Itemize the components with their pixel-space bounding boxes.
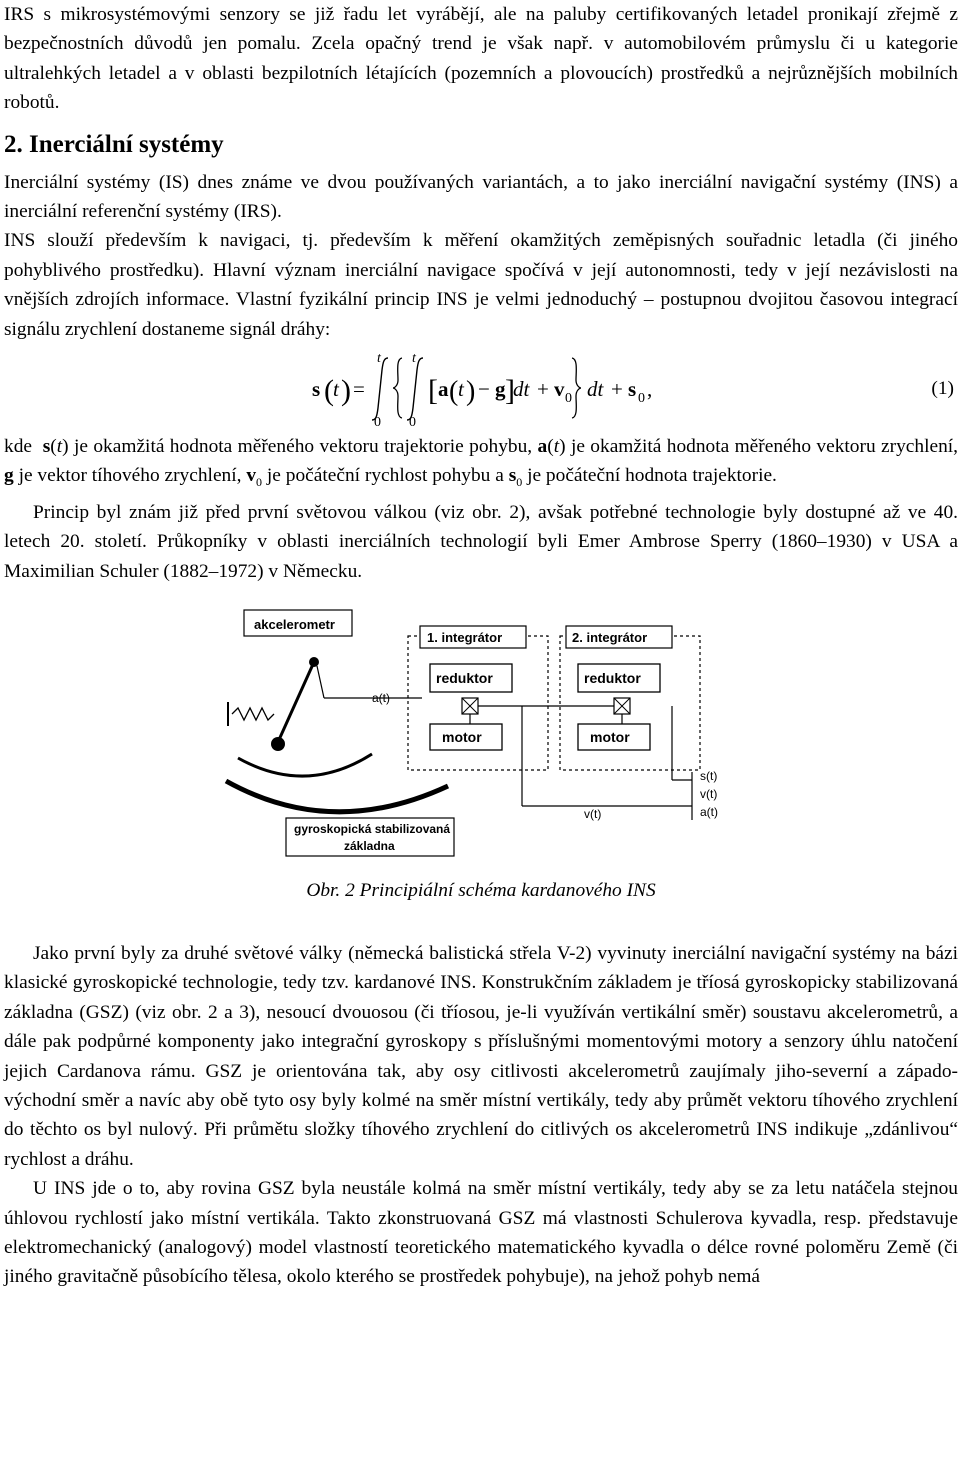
ins-schematic	[222, 606, 742, 868]
where-s0-sub: 0	[516, 475, 523, 490]
paragraph-history: Princip byl znám již před první světovou válkou (viz obr. 2), avšak potřebné technologie byly dostupné až ve 40. letech 20. století. Průkopníky v oblasti inerciálních technologií byli Emer Ambrose Sperry (1860–1930) v USA a Maximilian Schuler (1882–1972) v Německu.	[4, 501, 958, 582]
where-v: v	[246, 465, 257, 487]
eq-integral-inner	[407, 358, 423, 420]
eq-a-paren-close: )	[466, 376, 476, 408]
where-s: s	[42, 436, 51, 458]
gyro-platform	[226, 781, 448, 812]
eq-paren-open: (	[324, 374, 334, 408]
eq-dt-outer: dt	[587, 377, 604, 402]
where-s-t: t	[56, 436, 63, 458]
pendulum-spring	[232, 708, 274, 720]
output-v-label: v(t)	[700, 786, 718, 801]
where-text3: je vektor tíhového zrychlení,	[18, 465, 242, 487]
where-a: a	[537, 436, 548, 458]
paragraph-schuler: U INS jde o to, aby rovina GSZ byla neustále kolmá na směr místní vertikály, tedy aby se za letu natáčela stejnou úhlovou rychlostí jako místní vertikála. Takto zkonstruovaná GSZ má vlastnosti Schulerova kyvadla, resp. představuje elektromechanický (analogový) model vlastností teoretického matematického kyvadla o délce rovné poloměru Země (či jiného gravitačně působícího tělesa, okolo kterého se prostředek pohybuje), na jehož pohyb nemá	[4, 1178, 958, 1288]
eq-g: g	[495, 377, 506, 402]
eq-a: a	[438, 377, 449, 402]
motor1-label: motor	[442, 728, 482, 745]
pendulum-rod	[278, 662, 314, 742]
eq-t: t	[333, 377, 339, 402]
where-text4: je počáteční rychlost pohybu a	[266, 465, 504, 487]
eq-s0-subscript: 0	[638, 391, 645, 407]
eq-int2-upper: t	[412, 351, 416, 367]
eq-brace-open	[393, 358, 402, 418]
gyro-label-line2: základna	[344, 838, 395, 853]
section-title: Inerciální systémy	[29, 130, 224, 158]
eq-s: s	[312, 377, 321, 402]
eq-dt-inner: dt	[513, 377, 530, 402]
equation-number: (1)	[931, 378, 954, 400]
eq-equals: =	[353, 377, 365, 402]
eq-int1-upper: t	[377, 351, 381, 367]
eq-bracket-close: ]	[505, 374, 515, 408]
paragraph-is-variants: Inerciální systémy (IS) dnes známe ve dvou používaných variantách, a to jako inerciální navigační systémy (INS) a inerciální referenční systémy (IRS).	[4, 171, 958, 223]
section-heading	[4, 130, 958, 160]
equation-formula	[304, 350, 704, 428]
where-s0: s	[508, 465, 517, 487]
eq-a-t: t	[458, 377, 464, 402]
paragraph-gimbaled-ins: Jako první byly za druhé světové války (německá balistická střela V-2) vyvinuty inerciální navigační systémy na bázi klasické gyroskopické technologie, tedy tzv. kardanové INS. Konstrukčním základem je tříosá gyroskopicky stabilizovaná základna (GSZ) (viz obr. 2 a 3), nesoucí dvouosou (či tříosou, je-li využíván vertikální směr) soustavu akcelerometrů, a dále pak podpůrné komponenty jako integrační gyroskopy s příslušnými momentovými motory a senzory úhlu natočení jejich Cardanova rámu. GSZ je orientována tak, aby osy citlivosti akcelerometrů zaujímaly jiho-severní a západo-východní směr a navíc aby obě tyto osy byly kolmé na směr místní vertikály, tedy aby průmět vektoru tíhového zrychlení do těchto os byl nulový. Při průmětu složky tíhového zrychlení do citlivých os akcelerometrů INS indikuje „zdánlivou“ rychlost a dráhu.	[4, 942, 958, 1170]
pickoff-line	[317, 666, 324, 698]
eq-v: v	[554, 377, 565, 402]
figure-2	[4, 606, 958, 876]
eq-plus-2: +	[611, 377, 623, 402]
eq-s0: s	[628, 377, 637, 402]
paragraph-where: kde s(t) je okamžitá hodnota měřeného vektoru trajektorie pohybu, a(t) je okamžitá hodnota měřeného vektoru zrychlení, g je vektor tíhového zrychlení, $v_0$ je počáteční rychlost pohybu a $s_0$ je počáteční hodnota trajektorie.	[4, 436, 958, 490]
pendulum-scale	[238, 754, 372, 776]
eq-integral-outer	[372, 358, 388, 420]
output-s-label: s(t)	[700, 768, 718, 783]
eq-brace-close	[572, 358, 581, 418]
where-text1: je okamžitá hodnota měřeného vektoru trajektorie pohybu,	[74, 436, 533, 458]
where-g: g	[4, 465, 14, 487]
signal-v-label: v(t)	[584, 806, 602, 821]
eq-paren-close: )	[341, 374, 351, 408]
reductor1-label: reduktor	[436, 669, 493, 686]
eq-bracket-open: [	[428, 374, 438, 408]
eq-v-subscript: 0	[565, 391, 572, 407]
integrator2-label: 2. integrátor	[572, 629, 648, 645]
eq-int2-lower: 0	[409, 415, 416, 429]
output-a-label: a(t)	[700, 804, 718, 819]
where-text2: je okamžitá hodnota měřeného vektoru zrychlení,	[570, 436, 958, 458]
pendulum-mass	[271, 737, 285, 751]
paragraph-intro: IRS s mikrosystémovými senzory se již řadu let vyrábějí, ale na paluby certifikovaných letadel pronikají zřejmě z bezpečnostních důvodů jen pomalu. Zcela opačný trend je však např. v automobilovém průmyslu či u kategorie ultralehkých letadel a v oblasti bezpilotních létajících (pozemních a plovoucích) prostředků a nejrůznějších mobilních robotů.	[4, 4, 958, 114]
paragraph-ins-principle: INS slouží především k navigaci, tj. především k měření okamžitých zeměpisných souřadnic letadla (či jiného pohyblivého prostředku). Hlavní význam inerciální navigace spočívá v její autonomnosti, tedy v její nezávislosti na vnějších zdrojích informace. Vlastní fyzikální princip INS je velmi jednoduchý – postupnou dvojitou časovou integrací signálu zrychlení dostaneme signál dráhy:	[4, 230, 958, 340]
gyro-label-line1: gyroskopická stabilizovaná	[294, 821, 451, 836]
signal-a-label: a(t)	[372, 690, 390, 705]
figure-caption: Obr. 2 Principiální schéma kardanového INS	[306, 879, 656, 901]
equation-1	[4, 350, 958, 428]
eq-minus: −	[478, 377, 490, 402]
eq-comma: ,	[647, 377, 653, 402]
eq-a-paren-open: (	[449, 376, 459, 408]
where-kde: kde	[4, 436, 32, 458]
where-text5: je počáteční hodnota trajektorie.	[527, 465, 777, 487]
section-number: 2.	[4, 130, 23, 158]
integrator1-label: 1. integrátor	[427, 629, 503, 645]
motor2-label: motor	[590, 728, 630, 745]
eq-plus-1: +	[537, 377, 549, 402]
where-v-sub: 0	[256, 475, 263, 490]
reductor2-label: reduktor	[584, 669, 641, 686]
where-a-t: t	[553, 436, 560, 458]
accelerometer-label: akcelerometr	[254, 616, 335, 632]
eq-int1-lower: 0	[374, 415, 381, 429]
